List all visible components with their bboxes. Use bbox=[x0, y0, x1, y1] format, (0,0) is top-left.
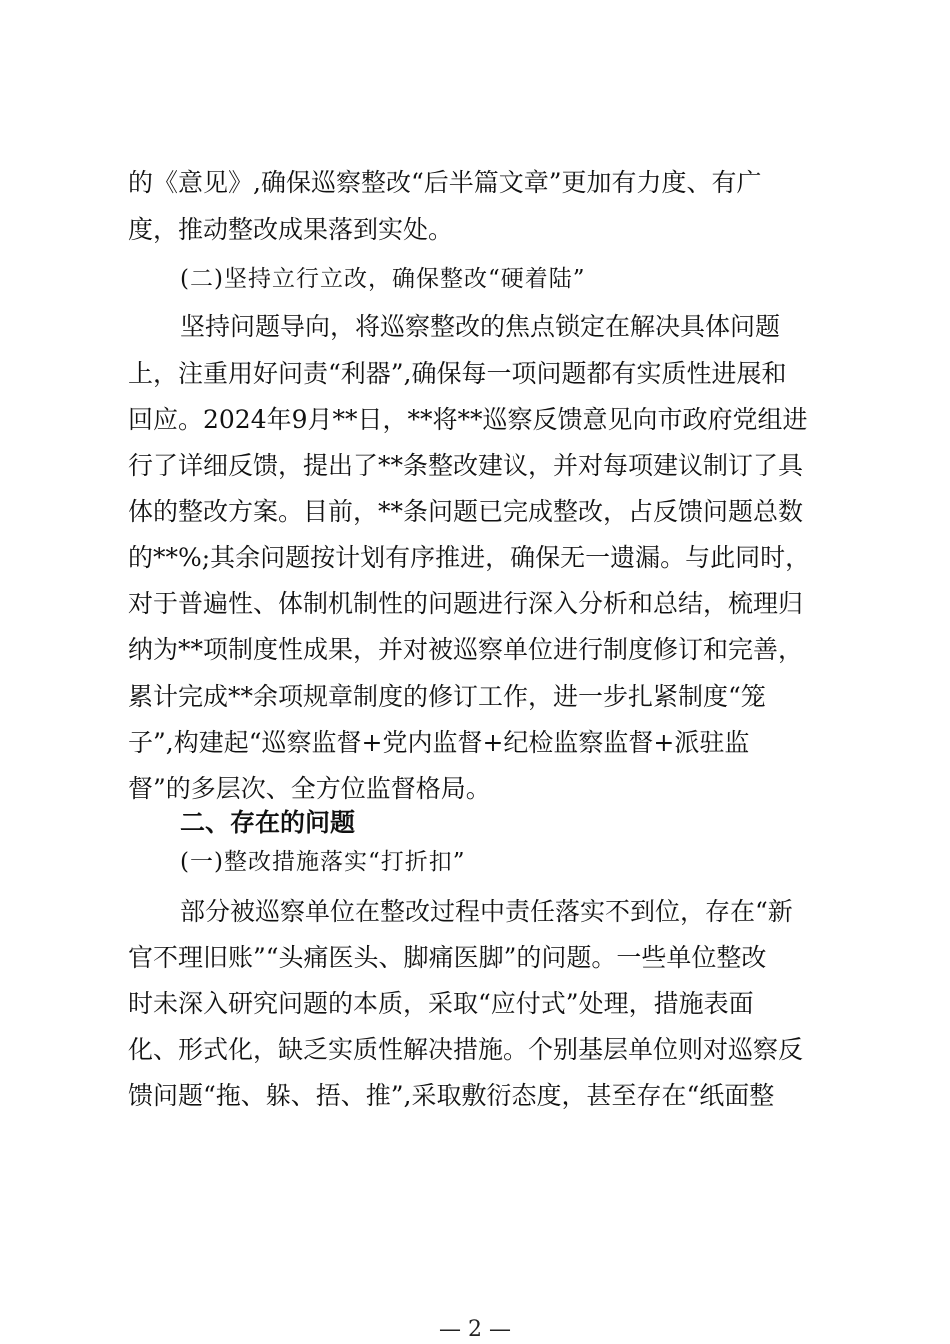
body-line: 累计完成**余项规章制度的修订工作，进一步扎紧制度“笼 bbox=[128, 682, 766, 711]
body-line: 时未深入研究问题的本质，采取“应付式”处理，措施表面 bbox=[128, 989, 754, 1018]
body-line: 的《意见》,确保巡察整改“后半篇文章”更加有力度、有广 bbox=[128, 168, 762, 197]
body-line: 官不理旧账”“头痛医头、脚痛医脚”的问题。一些单位整改 bbox=[128, 943, 767, 972]
paragraph-first-line: 部分被巡察单位在整改过程中责任落实不到位，存在“新 bbox=[180, 897, 793, 926]
section-heading: 二、存在的问题 bbox=[180, 808, 356, 837]
subsection-heading: (一)整改措施落实“打折扣” bbox=[180, 849, 466, 875]
paragraph-first-line: 坚持问题导向，将巡察整改的焦点锁定在解决具体问题 bbox=[180, 312, 781, 341]
body-line: 体的整改方案。目前，**条问题已完成整改，占反馈问题总数 bbox=[128, 497, 804, 526]
body-line: 督”的多层次、全方位监督格局。 bbox=[128, 774, 491, 803]
body-line: 纳为**项制度性成果，并对被巡察单位进行制度修订和完善， bbox=[128, 635, 804, 664]
body-line: 回应。2024年9月**日，**将**巡察反馈意见向市政府党组进 bbox=[128, 405, 808, 434]
body-line: 行了详细反馈，提出了**条整改建议，并对每项建议制订了具 bbox=[128, 451, 804, 480]
body-line: 对于普遍性、体制机制性的问题进行深入分析和总结，梳理归 bbox=[128, 589, 804, 618]
body-line: 子”,构建起“巡察监督+党内监督+纪检监察监督+派驻监 bbox=[128, 728, 750, 757]
body-line: 度，推动整改成果落到实处。 bbox=[128, 215, 454, 244]
body-line: 馈问题“拖、躲、捂、推”,采取敷衍态度，甚至存在“纸面整 bbox=[128, 1081, 775, 1110]
body-line: 上，注重用好问责“利器”,确保每一项问题都有实质性进展和 bbox=[128, 359, 787, 388]
body-line: 化、形式化，缺乏实质性解决措施。个别基层单位则对巡察反 bbox=[128, 1035, 804, 1064]
body-line: 的**%;其余问题按计划有序推进，确保无一遗漏。与此同时， bbox=[128, 543, 811, 572]
page-number: — 2 — bbox=[439, 1317, 511, 1342]
subsection-heading: (二)坚持立行立改，确保整改“硬着陆” bbox=[180, 266, 586, 292]
